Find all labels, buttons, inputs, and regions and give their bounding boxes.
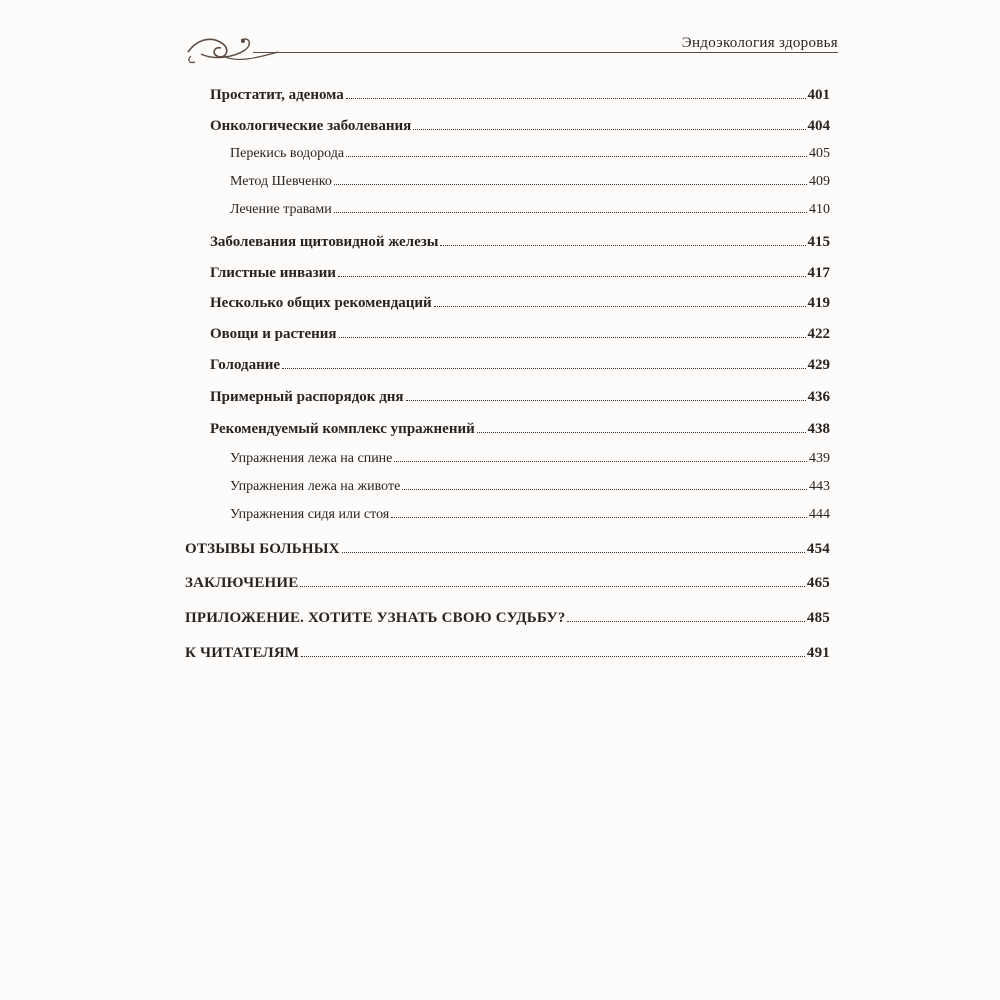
toc-entry-title: Упражнения сидя или стоя <box>230 507 390 522</box>
toc-entry-page-number: 401 <box>807 87 830 103</box>
toc-entry[interactable] <box>230 201 830 219</box>
toc-entry[interactable] <box>185 540 830 558</box>
toc-entry[interactable] <box>210 325 830 343</box>
toc-entry-page-number: 415 <box>807 234 830 250</box>
toc-entry-title: Простатит, аденома <box>210 87 344 103</box>
toc-entry[interactable] <box>210 356 830 374</box>
dot-leader <box>402 489 807 490</box>
dot-leader <box>413 129 805 130</box>
toc-entry-title: Несколько общих рекомендаций <box>210 295 432 311</box>
dot-leader <box>391 517 807 518</box>
toc-entry-title: ПРИЛОЖЕНИЕ. ХОТИТЕ УЗНАТЬ СВОЮ СУДЬБУ? <box>185 610 566 626</box>
toc-entry[interactable] <box>210 233 830 251</box>
toc-entry-title: К ЧИТАТЕЛЯМ <box>185 645 300 661</box>
toc-entry[interactable] <box>230 478 830 496</box>
dot-leader <box>342 552 805 553</box>
toc-entry-page-number: 419 <box>807 295 830 311</box>
toc-entry-title: Упражнения лежа на спине <box>230 451 393 466</box>
toc-entry-title: ЗАКЛЮЧЕНИЕ <box>185 575 299 591</box>
toc-entry-page-number: 454 <box>806 541 830 557</box>
toc-entry-page-number: 410 <box>809 202 830 217</box>
toc-entry-page-number: 409 <box>809 174 830 189</box>
toc-entry-page-number: 436 <box>807 389 830 405</box>
dot-leader <box>394 461 807 462</box>
dot-leader <box>406 400 806 401</box>
toc-entry-page-number: 417 <box>807 265 830 281</box>
toc-entry[interactable] <box>185 609 830 627</box>
toc-entry-title: Онкологические заболевания <box>210 118 412 134</box>
toc-entry[interactable] <box>185 644 830 662</box>
dot-leader <box>338 276 806 277</box>
toc-entry-page-number: 404 <box>807 118 830 134</box>
toc-entry[interactable] <box>210 86 830 104</box>
toc-entry-title: Глистные инвазии <box>210 265 336 281</box>
dot-leader <box>477 432 806 433</box>
toc-entry-page-number: 491 <box>806 645 830 661</box>
toc-entry-title: Голодание <box>210 357 281 373</box>
toc-entry[interactable] <box>230 145 830 163</box>
header-title: Эндоэкология здоровья <box>681 35 838 51</box>
dot-leader <box>334 212 807 213</box>
toc-entry[interactable] <box>230 450 830 468</box>
toc-entry-title: Перекись водорода <box>230 146 345 161</box>
toc-entry[interactable] <box>210 388 830 406</box>
toc-entry-page-number: 465 <box>806 575 830 591</box>
toc-entry-title: Рекомендуемый комплекс упражнений <box>210 421 475 437</box>
toc-entry-page-number: 422 <box>807 326 830 342</box>
toc-entry-title: Примерный распорядок дня <box>210 389 404 405</box>
toc-entry[interactable] <box>210 294 830 312</box>
dot-leader <box>434 306 806 307</box>
dot-leader <box>346 98 806 99</box>
toc-entry[interactable] <box>210 420 830 438</box>
dot-leader <box>300 586 804 587</box>
toc-entry-title: Метод Шевченко <box>230 174 332 189</box>
dot-leader <box>301 656 805 657</box>
toc-entry-page-number: 444 <box>809 507 830 522</box>
toc-entry-page-number: 485 <box>806 610 830 626</box>
toc-entry-title: Лечение травами <box>230 202 332 217</box>
dot-leader <box>440 245 805 246</box>
dot-leader <box>334 184 807 185</box>
toc-entry-page-number: 439 <box>809 451 830 466</box>
toc-entry[interactable] <box>230 173 830 191</box>
toc-entry[interactable] <box>210 117 830 135</box>
dot-leader <box>567 621 804 622</box>
toc-entry[interactable] <box>185 574 830 592</box>
toc-entry-title: Овощи и растения <box>210 326 337 342</box>
toc-entry-page-number: 405 <box>809 146 830 161</box>
toc-entry-page-number: 438 <box>807 421 830 437</box>
toc-entry-page-number: 429 <box>807 357 830 373</box>
toc-entry-title: Упражнения лежа на животе <box>230 479 401 494</box>
toc-entry[interactable] <box>210 264 830 282</box>
toc-entry-title: ОТЗЫВЫ БОЛЬНЫХ <box>185 541 340 557</box>
dot-leader <box>346 156 807 157</box>
toc-entry-title: Заболевания щитовидной железы <box>210 234 439 250</box>
dot-leader <box>282 368 805 369</box>
toc-entry[interactable] <box>230 506 830 524</box>
dot-leader <box>339 337 806 338</box>
toc-entry-page-number: 443 <box>809 479 830 494</box>
